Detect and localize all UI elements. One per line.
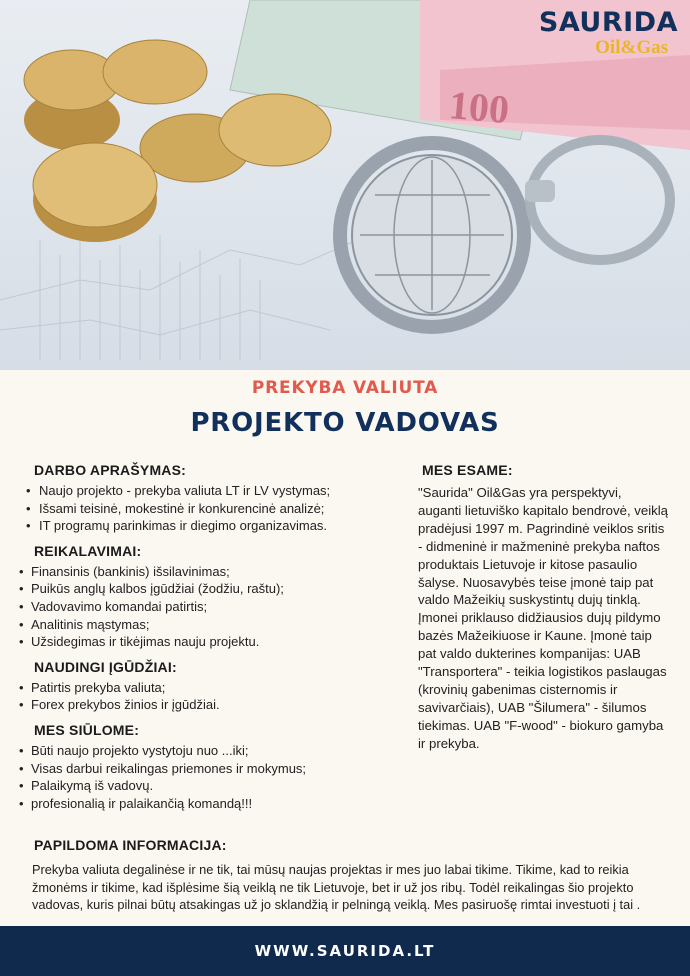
list-item: • Visas darbui reikalingas priemones ir mokymus;	[18, 760, 408, 778]
job-category: PREKYBA VALIUTA	[251, 378, 439, 398]
list-item: • IT programų parinkimas ir diegimo organizavimas.	[18, 517, 408, 535]
left-column	[18, 462, 408, 820]
section-papildoma	[18, 837, 678, 914]
section-heading: MES ESAME:	[422, 462, 513, 478]
list-item: • Būti naujo projekto vystytoju nuo ...iki;	[18, 742, 408, 760]
section-heading: REIKALAVIMAI:	[34, 542, 142, 559]
brand-name: SAURIDA	[538, 7, 678, 38]
section-heading: DARBO APRAŠYMAS:	[34, 462, 187, 478]
brand-sub: Oil&Gas	[595, 37, 668, 58]
list-item: • Puikūs anglų kalbos įgūdžiai (žodžiu, raštu);	[18, 580, 408, 598]
hero-photo	[0, 0, 690, 370]
list-item: • Palaikymą iš vadovų.	[18, 777, 408, 795]
footer-bar	[0, 926, 690, 976]
right-column	[418, 462, 668, 753]
list-item: • Išsami teisinė, mokestinė ir konkurencinė analizė;	[18, 500, 408, 518]
list-item: • Užsidegimas ir tikėjimas nauju projektu.	[18, 633, 408, 651]
section-naudingi	[18, 659, 408, 714]
banknote-value: 100	[447, 82, 511, 133]
section-darbo	[18, 462, 408, 535]
company-description: "Saurida" Oil&Gas yra perspektyvi, auganti lietuviško kapitalo bendrovė, veiklą pradėjusi 1997 m. Pagrindinė veiklos sritis - didmeninė ir mažmeninė prekyba naftos produktais Lietuvoje ir kitose pasaulio šalyse. Nuosavybės teise įmonė taip pat valdo Mažeikių suskystintų dujų tinklą. Įmonei priklauso didžiausios dujų pildymo bazės Mažeikiuose ir Kaune. Įmonė taip pat valdo dukterines kompanijas: UAB "Transportera" - teikia logistikos paslaugas (krovinių gabenimas cisternomis ir savivarčiais), UAB "Šilumera" - šilumos tiekimas. UAB "F-wood" - biokuro gamyba ir prekyba.	[418, 485, 668, 751]
list-item: • Patirtis prekyba valiuta;	[18, 679, 408, 697]
list-item: • Forex prekybos žinios ir įgūdžiai.	[18, 696, 408, 714]
list-item: • profesionalią ir palaikančią komandą!!!	[18, 795, 408, 813]
brand-logo	[539, 8, 678, 58]
section-heading: NAUDINGI ĮGŪDŽIAI:	[34, 658, 177, 675]
list-item: • Vadovavimo komandai patirtis;	[18, 598, 408, 616]
section-reikalavimai	[18, 543, 408, 651]
section-heading: PAPILDOMA INFORMACIJA:	[34, 837, 227, 853]
section-siulome	[18, 722, 408, 812]
list-item: • Finansinis (bankinis) išsilavinimas;	[18, 563, 408, 581]
website-link[interactable]: WWW.SAURIDA.LT	[254, 942, 436, 960]
section-heading: MES SIŪLOME:	[34, 721, 140, 738]
list-item: • Analitinis mąstymas;	[18, 616, 408, 634]
globe-keyring-icon	[340, 140, 670, 327]
extra-info-text: Prekyba valiuta degalinėse ir ne tik, tai mūsų naujas projektas ir mes juo labai tikime. Tikime, kad to reikia žmonėms ir tikime, kad išplėsime šią veiklą ne tik Lietuvoje, bet ir už jos ribų. Todėl reikalingas šio projekto vadovas, kuris pilnai būtų atsakingas už jo sklandžią ir pelningą veiklą. Mes pasiruošę rimtai investuoti į tai .	[32, 862, 641, 913]
list-item: • Naujo projekto - prekyba valiuta LT ir LV vystymas;	[18, 482, 408, 500]
job-title: PROJEKTO VADOVAS	[190, 408, 500, 438]
